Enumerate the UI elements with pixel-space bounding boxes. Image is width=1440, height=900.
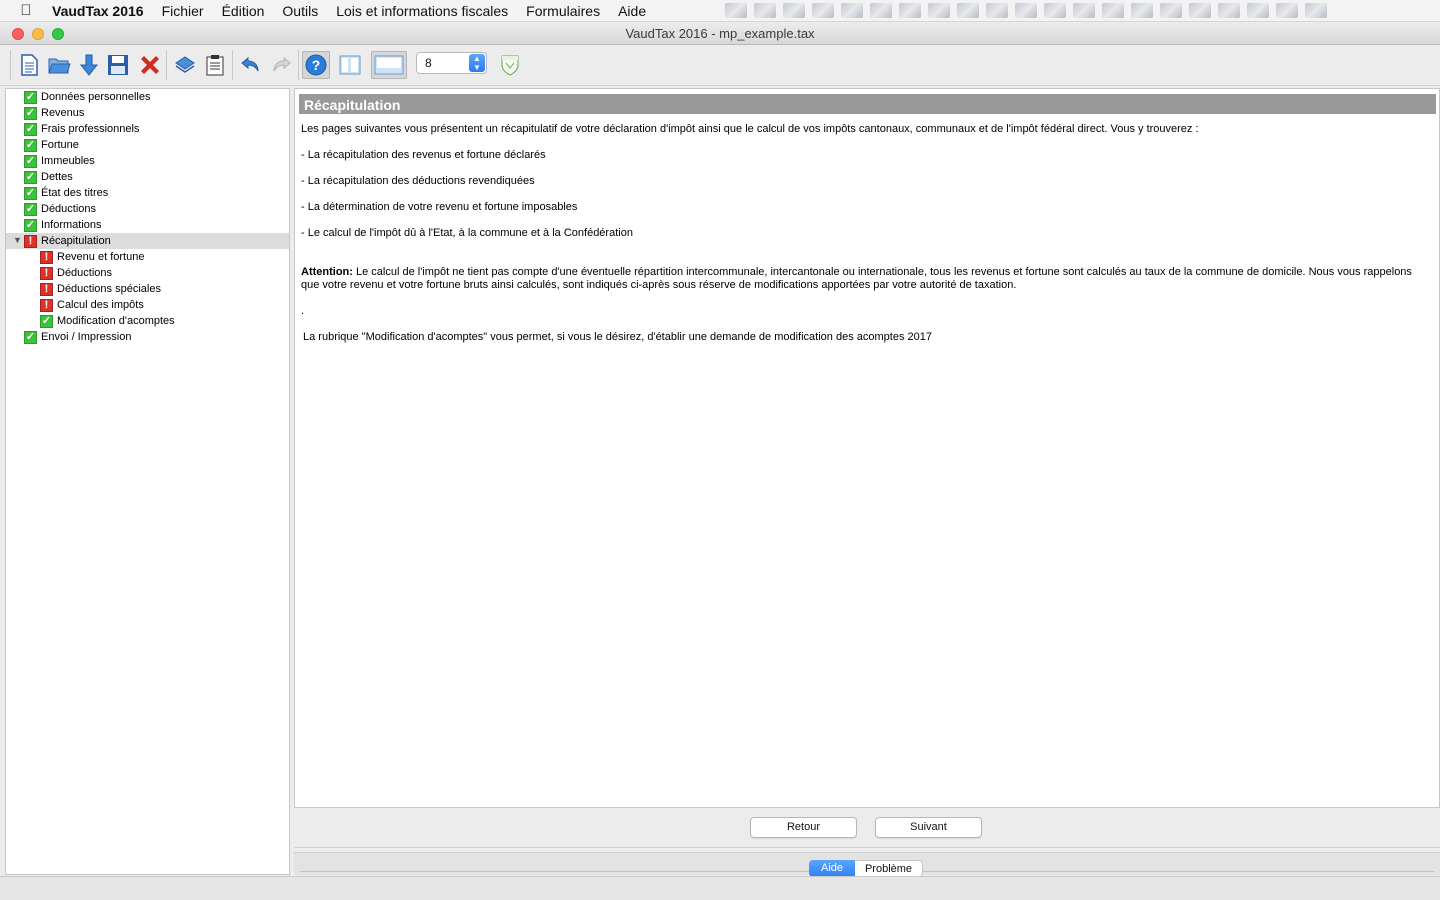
tab-probleme[interactable]: Problème: [855, 860, 923, 877]
chevron-up-down-icon[interactable]: ▲ ▼: [469, 54, 485, 72]
save-disk-icon: [106, 53, 130, 77]
clipboard-icon: [203, 53, 227, 77]
warning-icon: !: [40, 251, 53, 264]
warning-icon: !: [40, 283, 53, 296]
bullet-item: - Le calcul de l'impôt dû à l'Etat, à la commune et à la Confédération: [301, 227, 633, 239]
layout-columns-icon: [338, 53, 362, 77]
tree-item-recapitulation[interactable]: [6, 233, 289, 249]
tree-item-label: Déductions: [57, 267, 113, 279]
checkmark-icon: ✓: [25, 170, 36, 183]
tree-item-calcul-des-impots[interactable]: [40, 297, 144, 313]
menu-app-name[interactable]: VaudTax 2016: [52, 2, 144, 19]
section-header: Récapitulation: [299, 94, 1436, 114]
tree-item-immeubles[interactable]: [24, 153, 95, 169]
bullet-item: - La récapitulation des déductions revendiquées: [301, 175, 535, 187]
intro-text: Les pages suivantes vous présentent un récapitulatif de votre déclaration d'impôt ainsi que le calcul de vos impôts cantonaux, communaux et de l'impôt fédéral direct. Vous y trouverez :: [301, 123, 1199, 135]
tree-item-deductions-speciales[interactable]: [40, 281, 161, 297]
warning-icon: !: [24, 235, 37, 248]
checkmark-icon: ✓: [25, 186, 36, 199]
status-icon[interactable]: [1276, 3, 1298, 18]
print-icon: [173, 53, 197, 77]
attention-paragraph: [301, 266, 1426, 292]
disclosure-triangle-icon[interactable]: ▼: [13, 235, 22, 245]
tree-item-label: Modification d'acomptes: [57, 315, 175, 327]
menu-formulaires[interactable]: Formulaires: [526, 2, 601, 19]
open-folder-icon: [47, 53, 71, 77]
tree-item-label: Données personnelles: [41, 91, 151, 103]
undo-icon: [239, 53, 263, 77]
zoom-select[interactable]: [416, 52, 487, 74]
new-document-icon: [17, 53, 41, 77]
checkmark-icon: ✓: [25, 90, 36, 103]
tree-item-frais-professionnels[interactable]: [24, 121, 139, 137]
tree-item-label: Récapitulation: [41, 235, 111, 247]
status-icon[interactable]: [812, 3, 834, 18]
status-icon[interactable]: [1131, 3, 1153, 18]
new-document-button[interactable]: [15, 51, 43, 79]
tree-item-revenus[interactable]: [24, 105, 84, 121]
warning-icon: !: [40, 267, 53, 280]
tree-item-revenu-et-fortune[interactable]: [40, 249, 144, 265]
checkmark-icon: ✓: [25, 106, 36, 119]
save-button[interactable]: [104, 51, 132, 79]
bullet-item: - La détermination de votre revenu et fortune imposables: [301, 201, 578, 213]
tree-item-deductions[interactable]: [24, 201, 96, 217]
toolbar-separator: [10, 50, 11, 80]
help-button[interactable]: [302, 51, 330, 79]
bullet-item: - La récapitulation des revenus et fortune déclarés: [301, 149, 546, 161]
layout-bottom-icon: [374, 53, 404, 77]
tree-item-label: Calcul des impôts: [57, 299, 144, 311]
attention-label: Attention:: [301, 266, 353, 278]
tree-item-donnees-personnelles[interactable]: [24, 89, 150, 105]
status-icon[interactable]: [957, 3, 979, 18]
menu-edition[interactable]: Édition: [221, 2, 265, 19]
footer-note: La rubrique "Modification d'acomptes" vous permet, si vous le désirez, d'établir une demande de modification des acomptes 2017: [303, 331, 932, 343]
zoom-window-button[interactable]: [52, 28, 64, 40]
toolbar-separator: [166, 50, 167, 80]
status-icon[interactable]: [1247, 3, 1269, 18]
status-icon[interactable]: [841, 3, 863, 18]
warning-icon: !: [40, 299, 53, 312]
menu-lois[interactable]: Lois et informations fiscales: [336, 2, 509, 19]
status-icons-area: [725, 3, 1327, 18]
window-title-bar: [0, 23, 1440, 45]
open-button[interactable]: [45, 51, 73, 79]
tree-item-label: État des titres: [41, 187, 109, 199]
tree-item-fortune[interactable]: [24, 137, 79, 153]
redo-button[interactable]: [267, 51, 295, 79]
status-icon[interactable]: [725, 3, 747, 18]
next-button[interactable]: Suivant: [875, 817, 982, 838]
layout-bottom-button[interactable]: [371, 51, 407, 79]
status-icon[interactable]: [1102, 3, 1124, 18]
bottom-panel: [294, 852, 1440, 875]
navigation-tree: [5, 88, 290, 875]
tree-item-label: Informations: [41, 219, 102, 231]
toolbar-separator: [298, 50, 299, 80]
clipboard-button[interactable]: [201, 51, 229, 79]
redo-icon: [269, 53, 293, 77]
separator-dot: .: [301, 305, 305, 317]
checkmark-icon: ✓: [25, 138, 36, 151]
status-bar: [0, 876, 1440, 900]
menu-outils[interactable]: Outils: [282, 2, 319, 19]
tree-item-label: Revenu et fortune: [57, 251, 145, 263]
tree-item-informations[interactable]: [24, 217, 102, 233]
back-button[interactable]: Retour: [750, 817, 857, 838]
close-window-button[interactable]: [12, 28, 24, 40]
status-icon[interactable]: [1073, 3, 1095, 18]
attention-text: Le calcul de l'impôt ne tient pas compte d'une éventuelle répartition intercommunale, intercantonale ou internationale, tous les revenus et fortune sont calculés au taux de la commune de domicile. Nous vous rappelons que votre revenu et votre fortune bruts ainsi calculés, sont indiqués ci-après sous réserve de modifications apportées par votre autorité de taxation.: [301, 266, 1412, 291]
navigation-button-bar: [294, 808, 1440, 848]
tree-item-label: Déductions spéciales: [57, 283, 161, 295]
tree-item-label: Frais professionnels: [41, 123, 140, 135]
menu-fichier[interactable]: Fichier: [161, 2, 204, 19]
minimize-window-button[interactable]: [32, 28, 44, 40]
checkmark-icon: ✓: [41, 314, 52, 327]
tree-item-modification-acomptes[interactable]: [40, 313, 175, 329]
toolbar-separator: [232, 50, 233, 80]
checkmark-icon: ✓: [25, 154, 36, 167]
status-icon[interactable]: [899, 3, 921, 18]
tree-item-label: Déductions: [41, 203, 97, 215]
status-icon[interactable]: [928, 3, 950, 18]
status-icon[interactable]: [1160, 3, 1182, 18]
tab-aide[interactable]: Aide: [809, 860, 855, 877]
menu-aide[interactable]: Aide: [618, 2, 647, 19]
tree-item-label: Revenus: [41, 107, 85, 119]
delete-button[interactable]: [136, 51, 164, 79]
print-button[interactable]: [171, 51, 199, 79]
crest-icon: [498, 53, 522, 77]
checkmark-icon: ✓: [25, 202, 36, 215]
tree-item-etat-des-titres[interactable]: [24, 185, 108, 201]
checkmark-icon: ✓: [25, 330, 36, 343]
status-icon[interactable]: [1044, 3, 1066, 18]
svg-text:?: ?: [311, 57, 321, 73]
tree-item-label: Envoi / Impression: [41, 331, 132, 343]
main-content-panel: [294, 88, 1440, 808]
delete-x-icon: [138, 53, 162, 77]
help-question-icon: [304, 53, 328, 77]
menu-bar: [0, 0, 1440, 22]
undo-button[interactable]: [237, 51, 265, 79]
tree-item-label: Immeubles: [41, 155, 95, 167]
status-icon[interactable]: [1189, 3, 1211, 18]
tree-item-envoi-impression[interactable]: [24, 329, 131, 345]
tree-item-sub-deductions[interactable]: [40, 265, 112, 281]
tree-item-label: Dettes: [41, 171, 73, 183]
checkmark-icon: ✓: [25, 122, 36, 135]
status-icon[interactable]: [1218, 3, 1240, 18]
download-arrow-icon: [77, 53, 101, 77]
window-title: VaudTax 2016 - mp_example.tax: [625, 26, 815, 41]
status-icon[interactable]: [1305, 3, 1327, 18]
tree-item-label: Fortune: [41, 139, 79, 151]
status-icon[interactable]: [783, 3, 805, 18]
crest-button[interactable]: [496, 51, 524, 79]
toolbar: [0, 46, 1440, 86]
status-icon[interactable]: [754, 3, 776, 18]
status-icon[interactable]: [870, 3, 892, 18]
apple-icon[interactable]: [0, 2, 40, 19]
tree-item-dettes[interactable]: [24, 169, 73, 185]
status-icon[interactable]: [1015, 3, 1037, 18]
download-button[interactable]: [75, 51, 103, 79]
layout-columns-button[interactable]: [336, 51, 364, 79]
zoom-select-value: 8: [425, 56, 432, 70]
checkmark-icon: ✓: [25, 218, 36, 231]
status-icon[interactable]: [986, 3, 1008, 18]
